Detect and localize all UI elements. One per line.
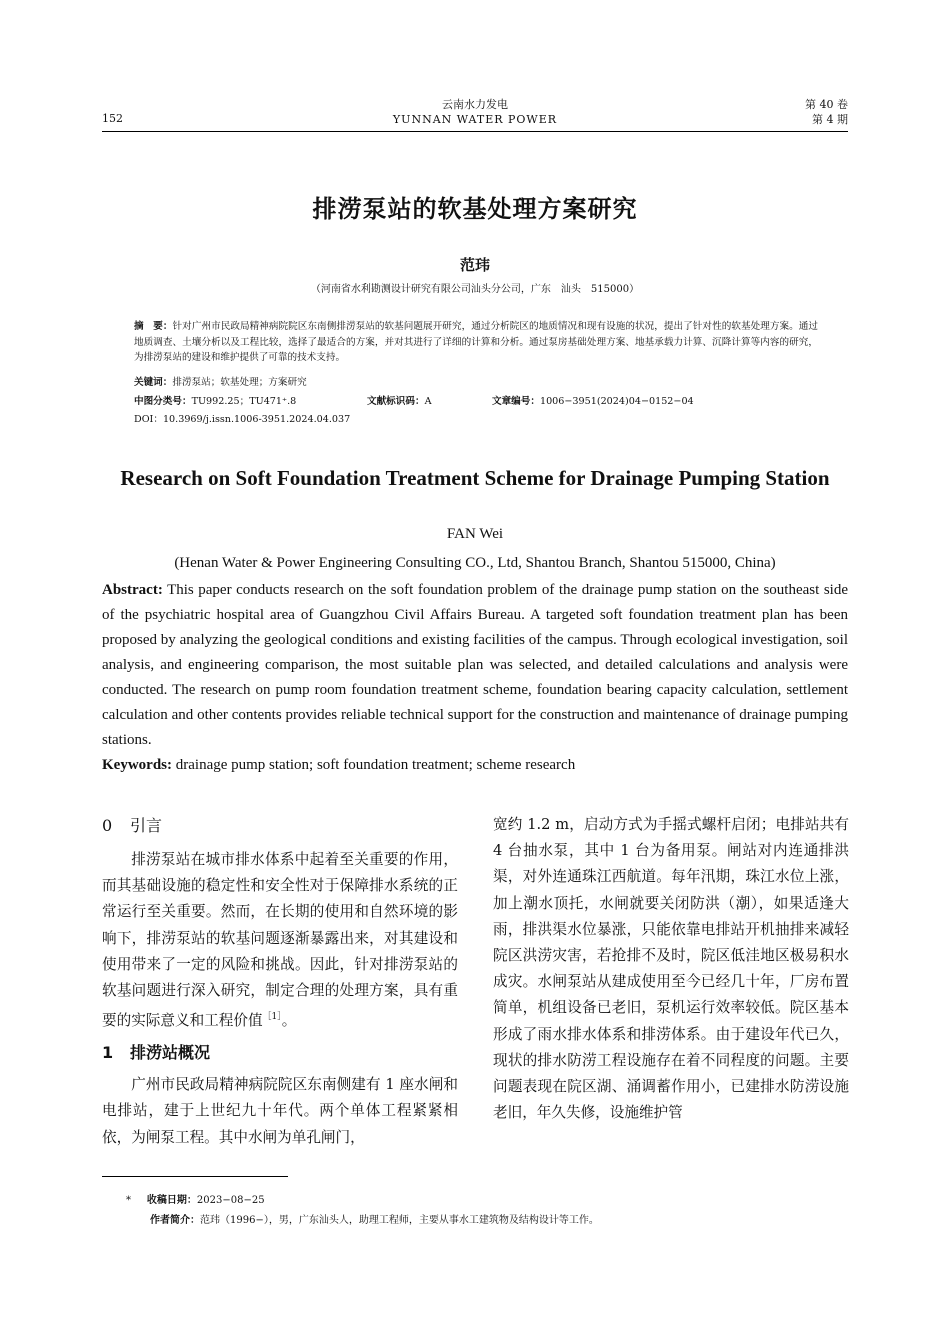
abstract-en-text: This paper conducts research on the soft foundation problem of the drainage pump station on the southeast side of the psychiatric hospital area of Guangzhou Civil Affairs Bureau. A targeted soft foundation treatment plan has been proposed by analyzing the geological conditions and existing facilities of the campus. Through ecological investigation, soil analysis, and engineering comparison, the most suitable plan was selected, and detailed calculations and analysis were conducted. The research on pump room foundation treatment scheme, foundation bearing capacity calculation, settlement calculation and other contents provides reliable technical support for the construction and maintenance of drainage pumping stations. bbox=[102, 582, 848, 748]
abstract-en bbox=[102, 578, 848, 753]
author-bio-label: 作者简介： bbox=[150, 1215, 200, 1226]
section-0-paragraph bbox=[102, 847, 458, 1034]
issue: 第 4 期 bbox=[812, 113, 848, 126]
section-1-title: 排涝站概况 bbox=[130, 1043, 211, 1063]
section-1-paragraph-left: 广州市民政局精神病院院区东南侧建有 1 座水闸和电排站，建于上世纪九十年代。两个单体工程紧紧相依，为闸泵工程。其中水闸为单孔闸门， bbox=[102, 1076, 458, 1146]
section-1-paragraph-right: 宽约 1.2 m，启动方式为手摇式螺杆启闭；电排站共有 4 台抽水泵，其中 1 台为备用泵。闸站对内连通排洪渠，对外连通珠江西航道。每年汛期，珠江水位上涨，加上潮水顶托，水闸就要关闭防洪（潮），如果适逢大雨，排洪渠水位暴涨，只能依靠电排站开机抽排来减轻院区洪涝灾害，若抢排不及时，院区低洼地区极易积水成灾。水闸泵站从建成使用至今已经几十年，厂房布置简单，机组设备已老旧，泵机运行效率较低。院区基本形成了雨水排水体系和排涝体系。由于建设年代已久，现状的排水防涝工程设施存在着不同程度的问题。主要问题表现在院区湖、涌调蓄作用小，已建排水防涝设施老旧，年久失修，设施维护管 bbox=[493, 816, 849, 1122]
clc-value: TU992.25；TU471⁺.8 bbox=[191, 396, 297, 407]
abstract-cn-label: 摘 要： bbox=[134, 321, 173, 332]
header-rule bbox=[102, 131, 848, 132]
section-0-title: 引言 bbox=[130, 816, 163, 835]
footnote-rule bbox=[102, 1176, 288, 1177]
volume-issue bbox=[805, 97, 848, 127]
author-bio-value: 范玮（1996−），男，广东汕头人，助理工程师，主要从事水工建筑物及结构设计等工作。 bbox=[200, 1215, 599, 1226]
abstract-cn-text: 针对广州市民政局精神病院院区东南侧排涝泵站的软基问题展开研究，通过分析院区的地质情况和现有设施的状况，提出了针对性的软基处理方案。通过地质调查、土壤分析以及工程比较，选择了最适合的方案，并对其进行了详细的计算和分析。通过泵房基础处理方案、地基承载力计算、沉降计算等内容的研究，为排涝泵站的建设和维护提供了可靠的技术支持。 bbox=[134, 321, 819, 364]
doc-value: A bbox=[424, 396, 432, 407]
keywords-cn-text: 排涝泵站；软基处理；方案研究 bbox=[172, 377, 307, 388]
affiliation-cn: （河南省水利勘测设计研究有限公司汕头分公司，广东 汕头 515000） bbox=[310, 284, 640, 295]
clc-label: 中图分类号： bbox=[134, 396, 192, 407]
citation-ref: ［1］ bbox=[262, 1012, 282, 1023]
doi-label: DOI： bbox=[134, 414, 163, 425]
doi-value: 10.3969/j.issn.1006-3951.2024.04.037 bbox=[162, 414, 351, 425]
section-0-heading bbox=[102, 813, 458, 839]
section-0-end: 。 bbox=[281, 1012, 297, 1030]
keywords-en-text: drainage pump station; soft foundation treatment; scheme research bbox=[172, 757, 576, 773]
classification-line bbox=[134, 394, 818, 410]
page-number: 152 bbox=[102, 112, 123, 125]
paper-title-en: Research on Soft Foundation Treatment Scheme for Drainage Pumping Station bbox=[120, 466, 830, 490]
author-en: FAN Wei bbox=[446, 526, 504, 542]
clc-code bbox=[134, 394, 296, 410]
section-0-text: 排涝泵站在城市排水体系中起着至关重要的作用，而其基础设施的稳定性和安全性对于保障排水系统的正常运行至关重要。然而，在长期的使用和自然环境的影响下，排涝泵站的软基问题逐渐暴露出来，对其建设和使用带来了一定的风险和挑战。因此，针对排涝泵站的软基问题进行深入研究，制定合理的处理方案，具有重要的实际意义和工程价值 bbox=[102, 851, 458, 1030]
abstract-en-label: Abstract: bbox=[102, 582, 163, 598]
footnote-author bbox=[150, 1213, 599, 1229]
journal-name-cn: 云南水力发电 bbox=[442, 98, 508, 111]
paper-title-cn: 排涝泵站的软基处理方案研究 bbox=[312, 195, 638, 223]
body-column-left bbox=[102, 813, 458, 1151]
article-value: 1006−3951(2024)04−0152−04 bbox=[539, 396, 694, 407]
doc-label: 文献标识码： bbox=[367, 396, 425, 407]
doc-code bbox=[367, 394, 432, 410]
section-1-heading bbox=[102, 1040, 458, 1066]
section-0-number: 0 bbox=[102, 816, 113, 835]
author-cn: 范玮 bbox=[459, 256, 490, 274]
affiliation-en: (Henan Water & Power Engineering Consulting CO., Ltd, Shantou Branch, Shantou 515000, China) bbox=[174, 555, 776, 571]
article-number bbox=[492, 394, 694, 410]
keywords-cn-label: 关键词： bbox=[134, 377, 173, 388]
journal-name-en: YUNNAN WATER POWER bbox=[392, 113, 558, 126]
footnote-received bbox=[126, 1193, 265, 1209]
keywords-cn bbox=[134, 375, 818, 391]
received-value: 2023−08−25 bbox=[196, 1195, 265, 1206]
footnote-star: * bbox=[126, 1195, 131, 1206]
received-label: 收稿日期： bbox=[146, 1195, 197, 1206]
keywords-en-label: Keywords: bbox=[102, 757, 172, 773]
keywords-en bbox=[102, 753, 848, 778]
abstract-cn bbox=[134, 319, 818, 366]
article-label: 文章编号： bbox=[492, 396, 540, 407]
doi-line bbox=[134, 412, 818, 428]
body-column-right bbox=[493, 812, 849, 1126]
section-1-number: 1 bbox=[102, 1043, 114, 1063]
volume: 第 40 卷 bbox=[805, 98, 848, 111]
